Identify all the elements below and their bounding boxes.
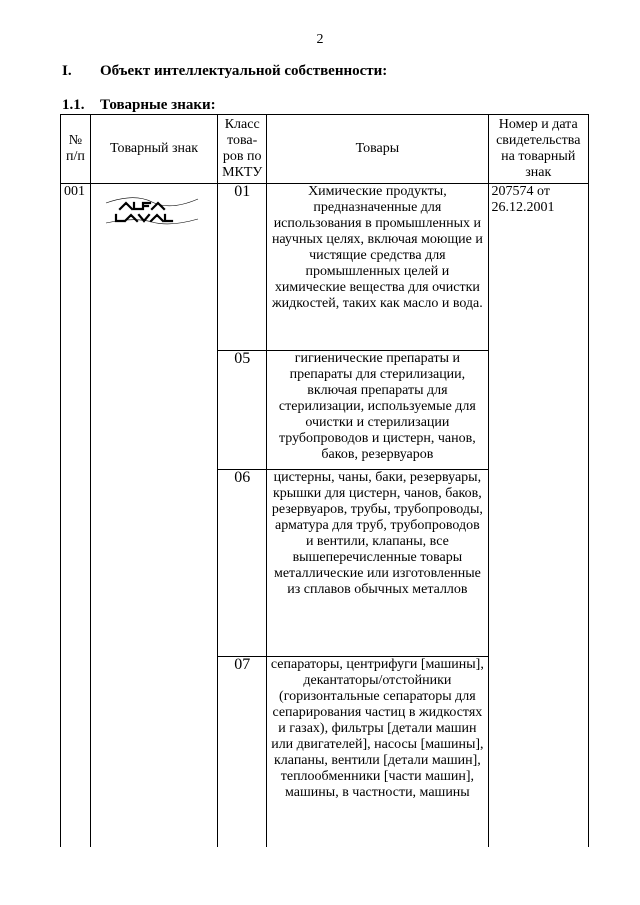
trademarks-table xyxy=(60,114,589,847)
section-number: I. xyxy=(62,63,72,79)
table-header-row xyxy=(61,115,589,184)
class-code: 01 xyxy=(218,184,267,351)
header-num: № п/п xyxy=(61,115,91,184)
header-goods: Товары xyxy=(267,115,488,184)
class-code: 07 xyxy=(218,657,267,848)
page-number: 2 xyxy=(316,32,324,47)
subsection-title: Товарные знаки: xyxy=(100,97,216,113)
goods-description: гигиенические препараты и препараты для стерилизации, включая препараты для стерилизации, используемые для очистки и стерилизации трубопроводов и цистерн, чанов, баков, резервуаров xyxy=(267,351,488,470)
table-row xyxy=(61,184,589,351)
class-code: 06 xyxy=(218,470,267,657)
section-title: Объект интеллектуальной собственности: xyxy=(100,63,388,79)
class-code: 05 xyxy=(218,351,267,470)
section-heading-intellectual-property xyxy=(62,63,387,80)
section-heading-trademarks xyxy=(62,97,216,114)
entry-number: 001 xyxy=(61,184,91,848)
subsection-number: 1.1. xyxy=(62,97,85,113)
header-mark: Товарный знак xyxy=(90,115,217,184)
registration-number-date: 207574 от 26.12.2001 xyxy=(488,184,589,848)
alfa-laval-logo xyxy=(104,190,200,234)
trademark-cell xyxy=(90,184,217,848)
goods-description: сепараторы, центрифуги [машины], декантаторы/отстойники (горизонтальные сепараторы для сепарирования частиц в жидкостях и газах), фильтры [детали машин или двигателей], насосы [машины], клапаны, вентили [детали машин], теплообменники [части машин], машины, в частности, машины xyxy=(267,657,488,848)
header-reg: Номер и дата свидетельства на товарный знак xyxy=(488,115,589,184)
header-class: Класс това-ров по МКТУ xyxy=(218,115,267,184)
goods-description: Химические продукты, предназначенные для использования в промышленных и научных целях, включая моющие и чистящие средства для промышленных целей и химические вещества для очистки жидкостей, таких как масло и вода. xyxy=(267,184,488,351)
goods-description: цистерны, чаны, баки, резервуары, крышки для цистерн, чанов, баков, резервуаров, трубы, трубопроводы, арматура для труб, трубопроводов и вентили, клапаны, все вышеперечисленные товары металлические или изготовленные из сплавов обычных металлов xyxy=(267,470,488,657)
